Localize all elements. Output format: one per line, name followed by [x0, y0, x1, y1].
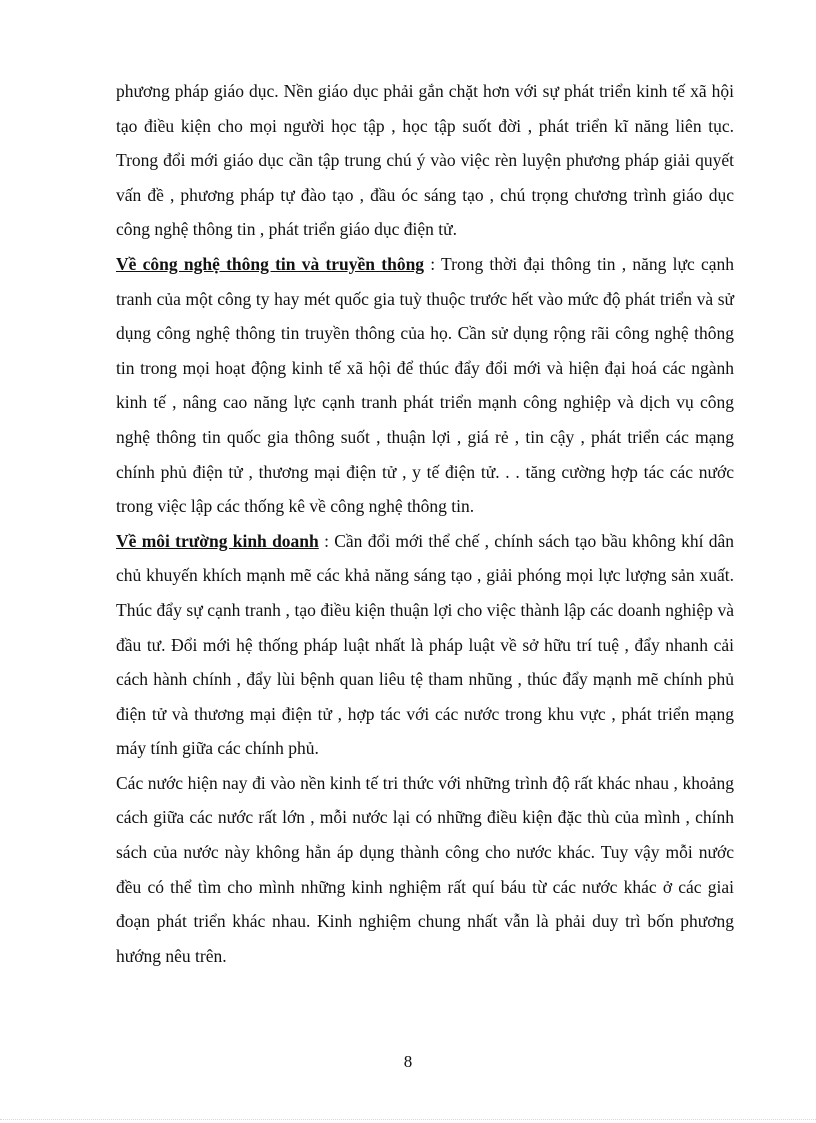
body-text [116, 74, 734, 973]
paragraph-business-environment [116, 524, 734, 766]
section-heading-ict: Về công nghệ thông tin và truyền thông [116, 253, 425, 274]
paragraph-text: : Cần đổi mới thể chế , chính sách tạo bầu không khí dân chủ khuyến khích mạnh mẽ các khả năng sáng tạo , giải phóng mọi lực lượng sản xuất. Thúc đẩy sự cạnh tranh , tạo điều kiện thuận lợi cho việc thành lập các doanh nghiệp và đầu tư. Đổi mới hệ thống pháp luật nhất là pháp luật về sở hữu trí tuệ , đẩy nhanh cải cách hành chính , đẩy lùi bệnh quan liêu tệ tham nhũng , thúc đẩy mạnh mẽ chính phủ điện tử và thương mại điện tử , hợp tác với các nước trong khu vực , phát triển mạng máy tính giữa các chính phủ. [116, 530, 734, 759]
paragraph-education-continued [116, 74, 734, 247]
paragraph-text: Các nước hiện nay đi vào nền kinh tế tri thức với những trình độ rất khác nhau , khoảng cách giữa các nước rất lớn , mỗi nước lại có những điều kiện đặc thù của mình , chính sách của nước này không hẳn áp dụng thành công cho nước khác. Tuy vậy mỗi nước đều có thể tìm cho mình những kinh nghiệm rất quí báu từ các nước khác ở các giai đoạn phát triển khác nhau. Kinh nghiệm chung nhất vẫn là phải duy trì bốn phương hướng nêu trên. [116, 772, 734, 966]
paragraph-conclusion [116, 766, 734, 974]
paragraph-text: : Trong thời đại thông tin , năng lực cạnh tranh của một công ty hay mét quốc gia tuỳ thuộc trước hết vào mức độ phát triển và sử dụng công nghệ thông tin truyền thông của họ. Cần sử dụng rộng rãi công nghệ thông tin trong mọi hoạt động kinh tế xã hội để thúc đẩy đổi mới và hiện đại hoá các ngành kinh tế , nâng cao năng lực cạnh tranh phát triển mạnh công nghiệp và dịch vụ công nghệ thông tin quốc gia thông suốt , thuận lợi , giá rẻ , tin cậy , phát triển các mạng chính phủ điện tử , thương mại điện tử , y tế điện tử. . . tăng cường hợp tác các nước trong việc lập các thống kê về công nghệ thông tin. [116, 253, 734, 517]
page-bottom-divider [0, 1119, 816, 1120]
paragraph-ict [116, 247, 734, 524]
page-number: 8 [403, 1052, 413, 1071]
section-heading-business-environment: Về môi trường kinh doanh [116, 530, 319, 551]
paragraph-text: phương pháp giáo dục. Nền giáo dục phải gắn chặt hơn với sự phát triển kinh tế xã hội tạo điều kiện cho mọi người học tập , học tập suốt đời , phát triển kĩ năng liên tục. Trong đổi mới giáo dục cần tập trung chú ý vào việc rèn luyện phương pháp giải quyết vấn đề , phương pháp tự đào tạo , đầu óc sáng tạo , chú trọng chương trình giáo dục công nghệ thông tin , phát triển giáo dục điện tử. [116, 81, 734, 240]
